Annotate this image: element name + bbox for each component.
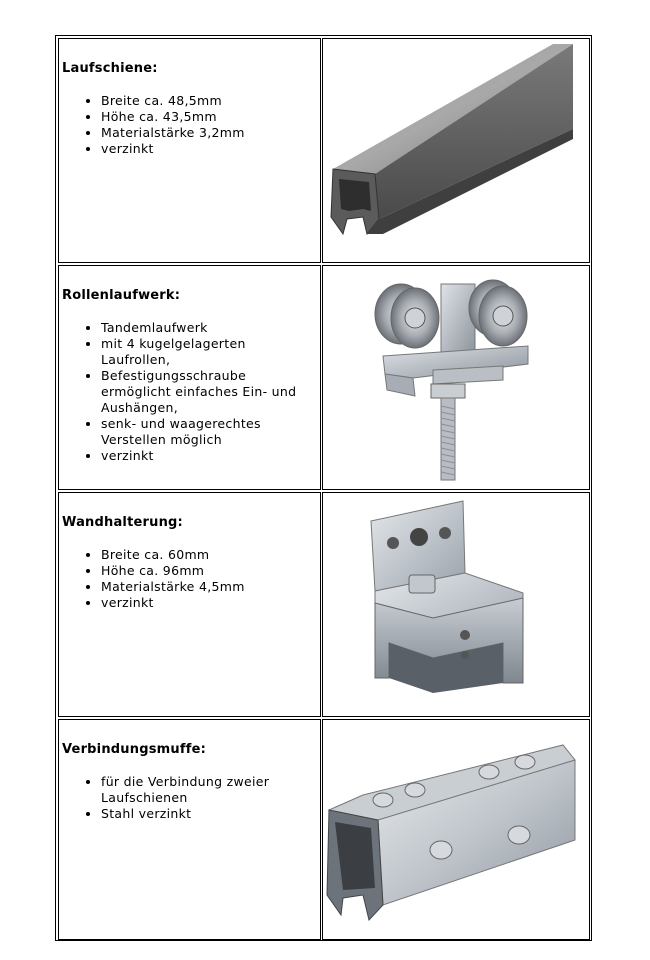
table-row — [56, 492, 591, 717]
steel-rail-image — [323, 39, 589, 262]
list-item: • verzinkt — [101, 141, 301, 157]
feature-list — [59, 547, 301, 611]
description-cell — [58, 38, 321, 263]
list-item: • Tandemlaufwerk — [101, 320, 301, 336]
wall-bracket-image — [323, 493, 589, 716]
list-item: • verzinkt — [101, 595, 301, 611]
feature-list — [59, 93, 301, 157]
product-title: Laufschiene: — [62, 61, 158, 76]
list-item: • verzinkt — [101, 448, 301, 464]
list-item: • Befestigungsschraube ermöglicht einfaches Ein- und Aushängen, — [101, 368, 301, 416]
product-table — [55, 35, 592, 941]
list-item: • Breite ca. 60mm — [101, 547, 301, 563]
image-cell — [322, 265, 590, 490]
image-cell — [322, 38, 590, 263]
image-cell — [322, 719, 590, 940]
product-title: Wandhalterung: — [62, 515, 183, 530]
connector-sleeve-image — [323, 720, 589, 939]
product-title: Verbindungsmuffe: — [62, 742, 206, 757]
list-item: • Breite ca. 48,5mm — [101, 93, 301, 109]
product-title: Rollenlaufwerk: — [62, 288, 181, 303]
list-item: • Höhe ca. 43,5mm — [101, 109, 301, 125]
table-row — [56, 38, 591, 263]
feature-list — [59, 774, 301, 822]
list-item: • senk- und waagerechtes Verstellen möglich — [101, 416, 301, 448]
list-item: • Stahl verzinkt — [101, 806, 301, 822]
list-item: • mit 4 kugelgelagerten Laufrollen, — [101, 336, 301, 368]
table-row — [56, 719, 591, 940]
list-item: • Höhe ca. 96mm — [101, 563, 301, 579]
table-row — [56, 265, 591, 490]
list-item: • Materialstärke 3,2mm — [101, 125, 301, 141]
description-cell — [58, 492, 321, 717]
list-item: • Materialstärke 4,5mm — [101, 579, 301, 595]
image-cell — [322, 492, 590, 717]
roller-carriage-image — [323, 266, 589, 489]
description-cell — [58, 265, 321, 490]
description-cell — [58, 719, 321, 940]
feature-list — [59, 320, 301, 464]
list-item: • für die Verbindung zweier Laufschienen — [101, 774, 301, 806]
